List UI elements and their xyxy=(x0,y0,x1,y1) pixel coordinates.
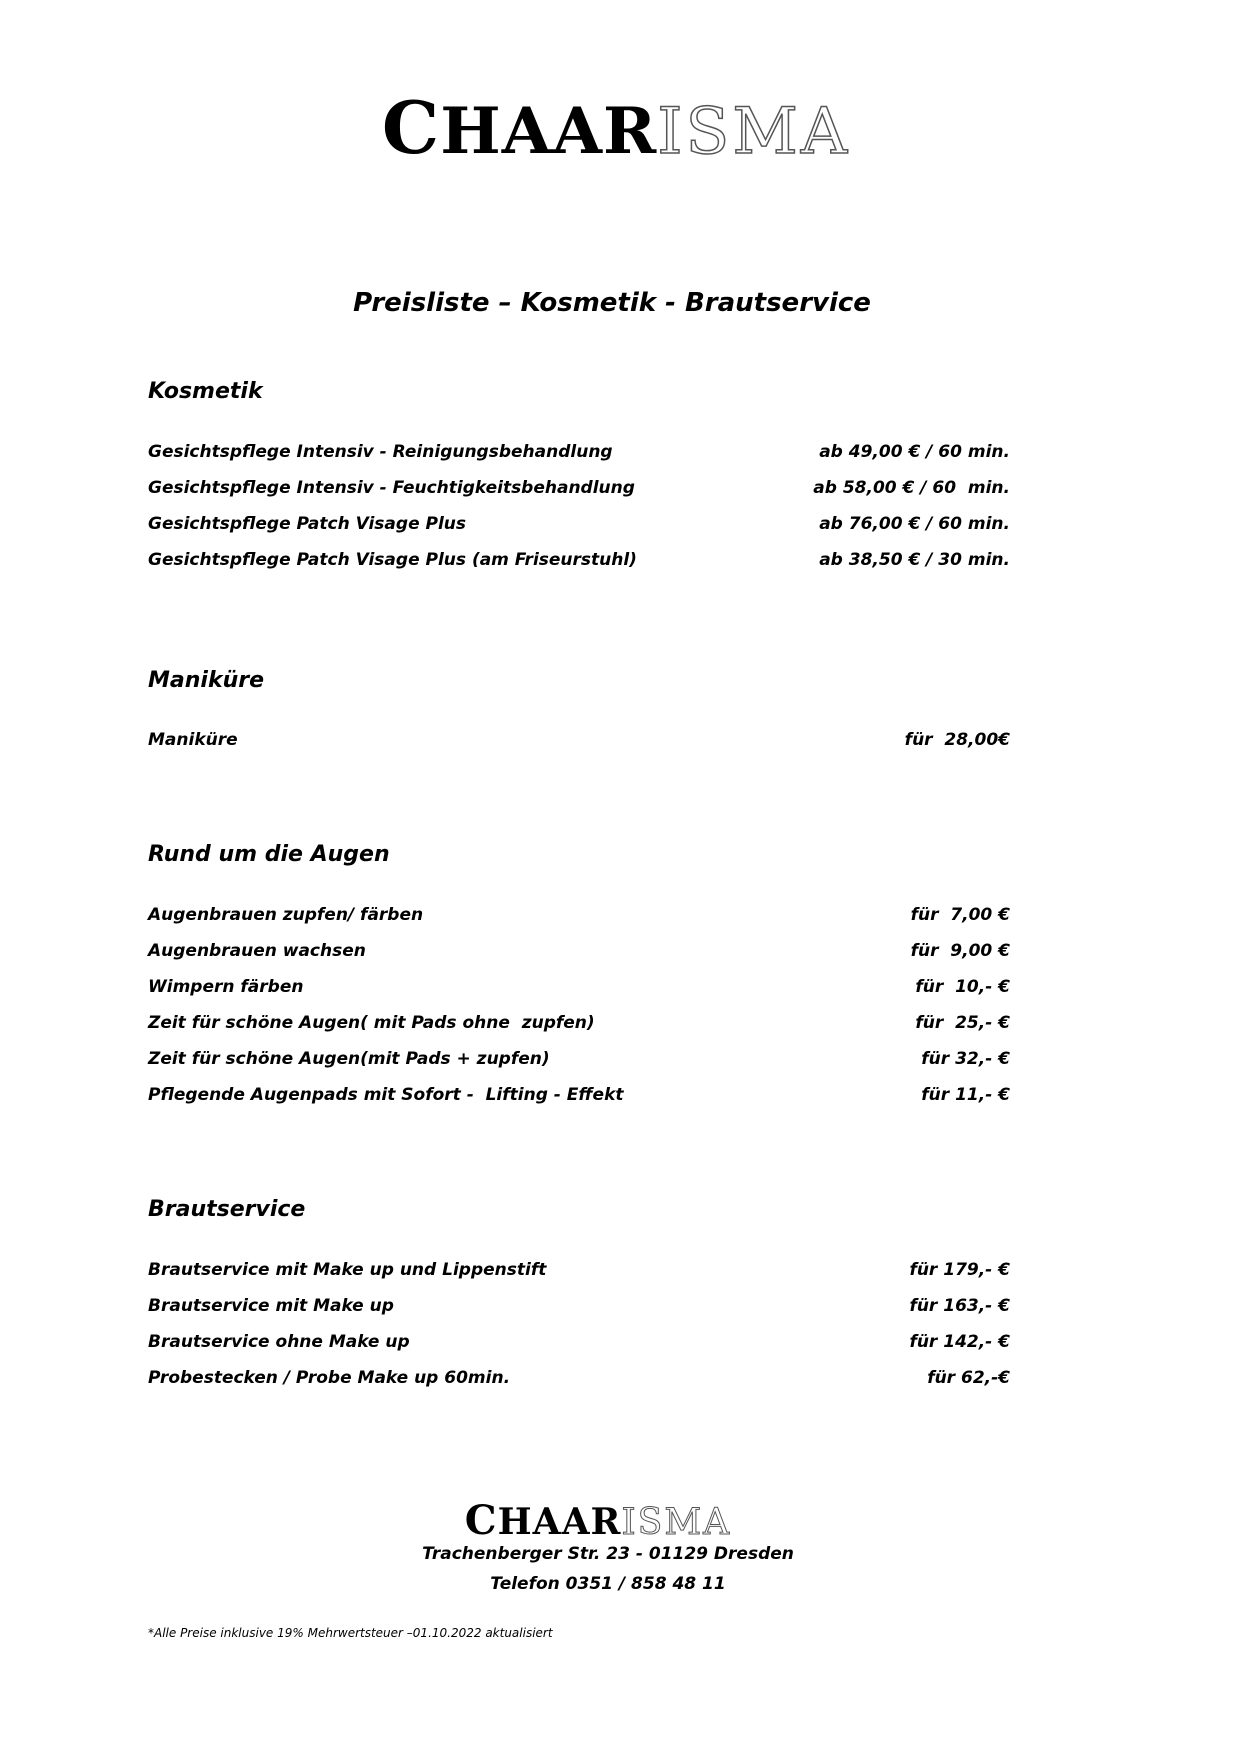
section-heading-manikuere: Maniküre xyxy=(148,668,265,693)
service-price: für 10,- € xyxy=(915,977,1010,997)
service-price: für 179,- € xyxy=(909,1260,1010,1280)
service-name: Brautservice mit Make up xyxy=(148,1296,394,1316)
service-price: für 7,00 € xyxy=(910,905,1010,925)
service-name: Gesichtspflege Patch Visage Plus xyxy=(148,514,467,534)
logo-outline-part: ISMA xyxy=(621,1502,732,1543)
logo-initial: C xyxy=(381,85,441,170)
service-price: für 142,- € xyxy=(909,1332,1010,1352)
service-name: Augenbrauen zupfen/ färben xyxy=(148,905,424,925)
service-price: für 62,-€ xyxy=(927,1368,1010,1388)
price-row xyxy=(148,1258,1010,1294)
service-price: ab 76,00 € / 60 min. xyxy=(819,514,1010,534)
service-name: Probestecken / Probe Make up 60min. xyxy=(148,1368,511,1388)
service-name: Zeit für schöne Augen( mit Pads ohne zupfen) xyxy=(148,1013,595,1033)
price-row xyxy=(148,1366,1010,1402)
footer-phone: Telefon 0351 / 858 48 11 xyxy=(490,1574,726,1594)
service-price: für 163,- € xyxy=(909,1296,1010,1316)
price-row xyxy=(148,1047,1010,1083)
price-list-brautservice xyxy=(148,1258,1010,1402)
service-price: ab 38,50 € / 30 min. xyxy=(819,550,1010,570)
price-row xyxy=(148,512,1010,548)
price-row xyxy=(148,548,1010,584)
service-name: Pflegende Augenpads mit Sofort - Lifting - Effekt xyxy=(148,1085,624,1105)
header-logo xyxy=(0,85,1236,170)
service-name: Brautservice mit Make up und Lippenstift xyxy=(148,1260,547,1280)
price-row xyxy=(148,1011,1010,1047)
service-price: für 11,- € xyxy=(921,1085,1010,1105)
logo-outline-part: ISMA xyxy=(657,95,851,169)
service-name: Brautservice ohne Make up xyxy=(148,1332,410,1352)
price-row xyxy=(148,728,1010,764)
logo-solid-part: HAAR xyxy=(497,1501,622,1543)
section-heading-kosmetik: Kosmetik xyxy=(148,379,263,404)
price-list-kosmetik xyxy=(148,440,1010,584)
price-row xyxy=(148,1330,1010,1366)
service-name: Gesichtspflege Intensiv - Feuchtigkeitsbehandlung xyxy=(148,478,635,498)
price-row xyxy=(148,903,1010,939)
service-price: für 9,00 € xyxy=(910,941,1010,961)
section-heading-augen: Rund um die Augen xyxy=(148,842,390,867)
price-row xyxy=(148,476,1010,512)
price-row xyxy=(148,440,1010,476)
logo-solid-part: HAAR xyxy=(440,94,658,169)
service-price: für 32,- € xyxy=(921,1049,1010,1069)
section-heading-brautservice: Brautservice xyxy=(148,1197,306,1222)
service-price: für 25,- € xyxy=(915,1013,1010,1033)
price-list-manikuere xyxy=(148,728,1010,764)
footer-address: Trachenberger Str. 23 - 01129 Dresden xyxy=(422,1544,794,1564)
footer-logo xyxy=(0,1497,1218,1544)
service-name: Maniküre xyxy=(148,730,238,750)
logo-initial: C xyxy=(464,1497,498,1544)
service-price: für 28,00€ xyxy=(904,730,1010,750)
service-name: Augenbrauen wachsen xyxy=(148,941,366,961)
service-price: ab 58,00 € / 60 min. xyxy=(813,478,1010,498)
service-name: Gesichtspflege Intensiv - Reinigungsbehandlung xyxy=(148,442,613,462)
service-name: Wimpern färben xyxy=(148,977,304,997)
price-row xyxy=(148,1083,1010,1119)
footnote: *Alle Preise inklusive 19% Mehrwertsteuer –01.10.2022 aktualisiert xyxy=(148,1626,553,1640)
price-row xyxy=(148,975,1010,1011)
service-name: Gesichtspflege Patch Visage Plus (am Friseurstuhl) xyxy=(148,550,637,570)
price-row xyxy=(148,1294,1010,1330)
service-price: ab 49,00 € / 60 min. xyxy=(819,442,1010,462)
service-name: Zeit für schöne Augen(mit Pads + zupfen) xyxy=(148,1049,550,1069)
price-row xyxy=(148,939,1010,975)
price-list-augen xyxy=(148,903,1010,1119)
page-title: Preisliste – Kosmetik - Brautservice xyxy=(353,288,871,318)
